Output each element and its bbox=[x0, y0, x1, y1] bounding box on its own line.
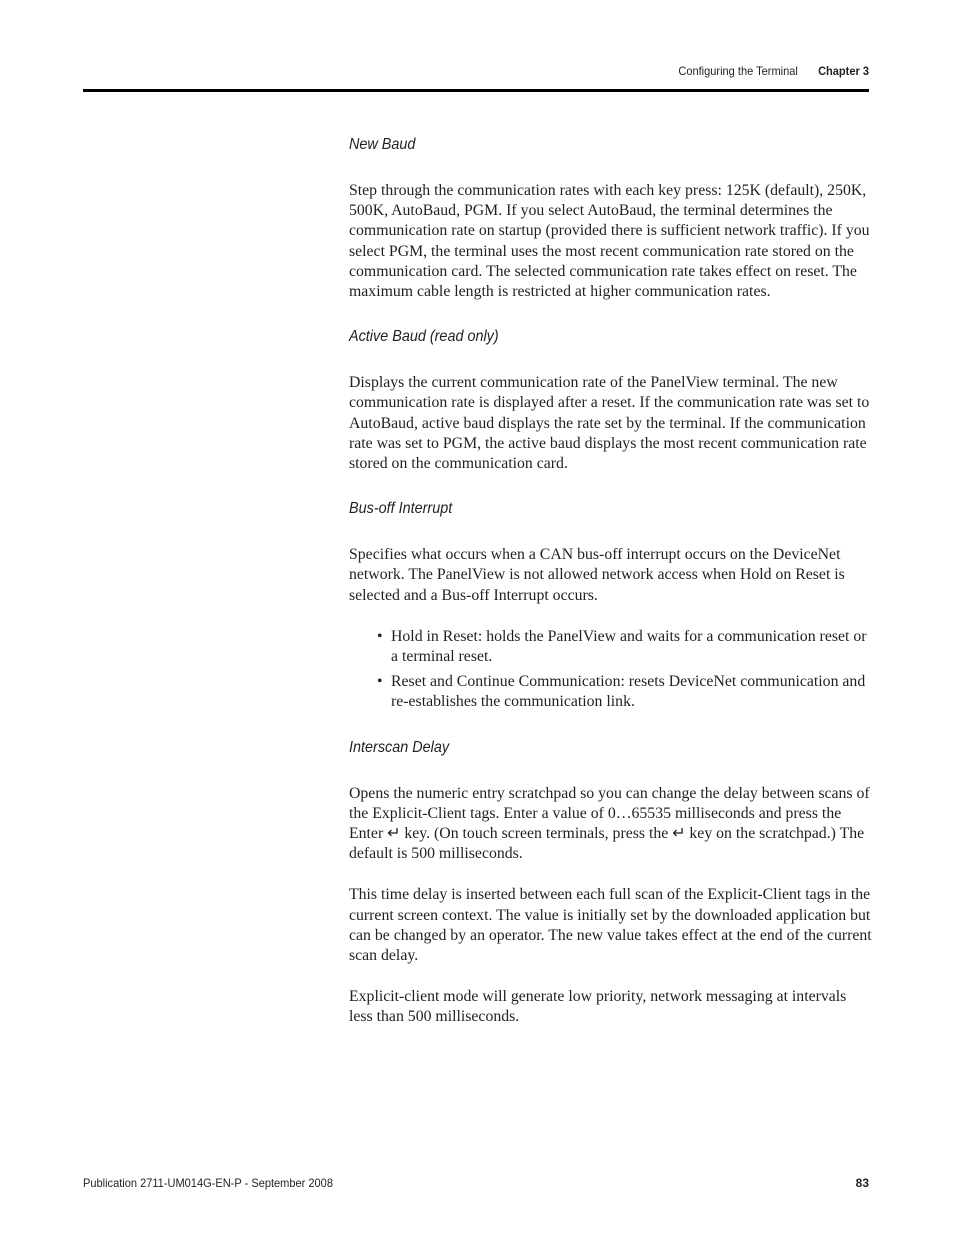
paragraph-new-baud: Step through the communication rates with each key press: 125K (default), 250K, 500K, AutoBaud, PGM. If you select AutoBaud, the terminal determines the communication rate on startup (provided there is sufficient network traffic). If you select PGM, the terminal uses the most recent communication rate stored on the communication card. The selected communication rate takes effect on reset. The maximum cable length is restricted at higher communication rates. bbox=[349, 182, 870, 301]
header-rule bbox=[83, 89, 869, 92]
bullet-icon: • bbox=[377, 627, 383, 645]
running-header bbox=[146, 64, 869, 84]
header-section-title: Configuring the Terminal bbox=[678, 64, 798, 78]
paragraph-interscan-delay-3: Explicit-client mode will generate low priority, network messaging at intervals less than 500 milliseconds. bbox=[349, 988, 847, 1026]
bullet-icon: • bbox=[377, 673, 383, 691]
paragraph-interscan-delay-1: Opens the numeric entry scratchpad so you can change the delay between scans of the Explicit-Client tags. Enter a value of 0…65535 milliseconds and press the Enter ↵ key. (On touch screen terminals, press the ↵ key on the scratchpad.) The default is 500 milliseconds. bbox=[349, 784, 870, 863]
page-body bbox=[349, 131, 873, 1049]
list-item-reset-and-continue bbox=[349, 672, 873, 712]
list-item-text: Hold in Reset: holds the PanelView and waits for a communication reset or a terminal reset. bbox=[391, 627, 867, 666]
heading-interscan-delay: Interscan Delay bbox=[349, 738, 450, 756]
heading-active-baud: Active Baud (read only) bbox=[349, 328, 499, 346]
running-footer bbox=[83, 1176, 869, 1194]
paragraph-bus-off-interrupt: Specifies what occurs when a CAN bus-off interrupt occurs on the DeviceNet network. The PanelView is not allowed network access when Hold on Reset is selected and a Bus-off Interrupt occurs. bbox=[349, 546, 845, 604]
list-item-text: Reset and Continue Communication: resets DeviceNet communication and re-establishes the communication link. bbox=[391, 673, 866, 711]
list-item-hold-in-reset bbox=[349, 627, 873, 667]
page-number: 83 bbox=[855, 1176, 869, 1190]
publication-id: Publication 2711-UM014G-EN-P - September 2008 bbox=[83, 1176, 333, 1190]
paragraph-active-baud: Displays the current communication rate of the PanelView terminal. The new communication rate is displayed after a reset. If the communication rate was set to AutoBaud, active baud displays the rate set by the terminal. If the communication rate was set to PGM, the active baud displays the most recent communication rate stored on the communication card. bbox=[349, 374, 870, 473]
header-chapter-label: Chapter 3 bbox=[818, 64, 869, 78]
bus-off-options-list bbox=[349, 627, 873, 713]
paragraph-interscan-delay-2: This time delay is inserted between each full scan of the Explicit-Client tags in the current screen context. The value is initially set by the downloaded application but can be changed by an operator. The new value takes effect at the end of the current scan delay. bbox=[349, 886, 872, 965]
heading-bus-off-interrupt: Bus-off Interrupt bbox=[349, 500, 453, 518]
heading-new-baud: New Baud bbox=[349, 136, 416, 153]
